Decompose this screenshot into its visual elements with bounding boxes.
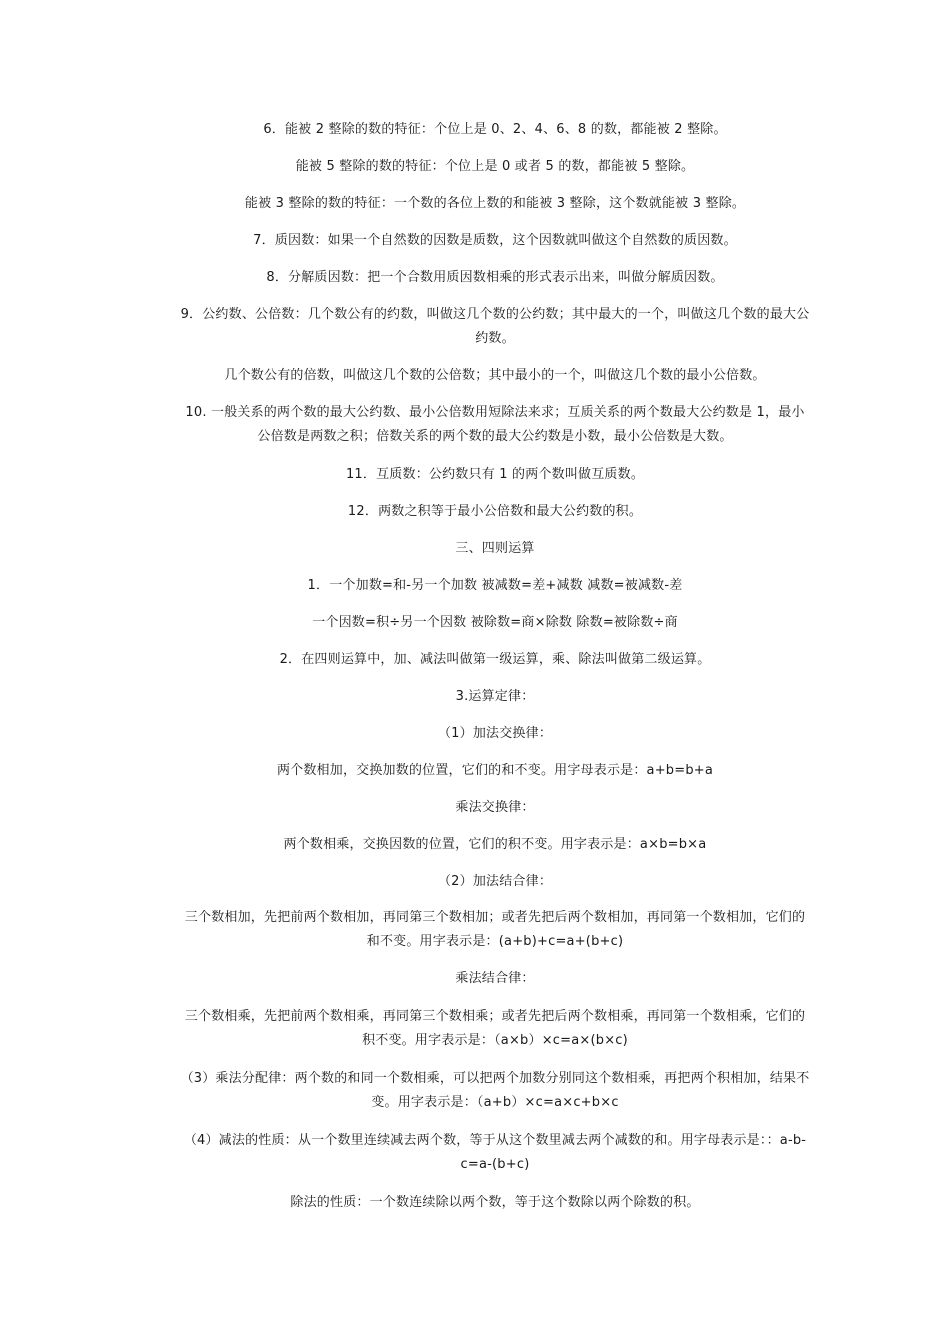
- paragraph-common-divisor: 9．公约数、公倍数：几个数公有的约数，叫做这几个数的公约数；其中最大的一个，叫做这几个数的最大公约数。: [180, 307, 810, 346]
- paragraph-coprime: 11．互质数：公约数只有 1 的两个数叫做互质数。: [345, 467, 645, 482]
- paragraph-distributive: （3）乘法分配律：两个数的和同一个数相乘，可以把两个加数分别同这个数相乘，再把两个积相加，结果不变。用字表示是：（a+b）×c=a×c+b×c: [180, 1071, 810, 1110]
- paragraph-prime-factorization: 8．分解质因数：把一个合数用质因数相乘的形式表示出来，叫做分解质因数。: [266, 270, 724, 285]
- paragraph-prime-factor: 7．质因数：如果一个自然数的因数是质数，这个因数就叫做这个自然数的质因数。: [253, 233, 737, 248]
- paragraph-addition-subtraction-relations: 1．一个加数=和-另一个加数 被减数=差+减数 减数=被减数-差: [307, 578, 683, 593]
- paragraph-subtraction-property: （4）减法的性质：从一个数里连续减去两个数，等于从这个数里减去两个减数的和。用字母表示是：：a-b-c=a-(b+c): [183, 1133, 807, 1172]
- paragraph-product-rule: 12．两数之积等于最小公倍数和最大公约数的积。: [347, 504, 643, 519]
- paragraph-associative-multiplication: 三个数相乘，先把前两个数相乘，再同第三个数相乘；或者先把后两个数相乘，再同第一个数相乘，它们的积不变。用字表示是：（a×b）×c=a×(b×c): [184, 1009, 806, 1048]
- paragraph-associative-addition-heading: （2）加法结合律：: [437, 874, 553, 889]
- paragraph-operation-levels: 2．在四则运算中，加、减法叫做第一级运算，乘、除法叫做第二级运算。: [279, 652, 711, 667]
- paragraph-commutative-addition: 两个数相加，交换加数的位置，它们的和不变。用字母表示是：a+b=b+a: [276, 763, 714, 778]
- paragraph-divisible-by-3: 能被 3 整除的数的特征：一个数的各位上数的和能被 3 整除，这个数就能被 3 整除。: [244, 196, 746, 211]
- paragraph-division-property: 除法的性质：一个数连续除以两个数，等于这个数除以两个除数的积。: [290, 1195, 700, 1210]
- paragraph-divisible-by-5: 能被 5 整除的数的特征：个位上是 0 或者 5 的数，都能被 5 整除。: [295, 159, 695, 174]
- paragraph-commutative-addition-heading: （1）加法交换律：: [437, 726, 553, 741]
- paragraph-divisible-by-2: 6．能被 2 整除的数的特征：个位上是 0、2、4、6、8 的数，都能被 2 整除。: [263, 122, 727, 137]
- paragraph-multiplication-division-relations: 一个因数=积÷另一个因数 被除数=商×除数 除数=被除数÷商: [312, 615, 678, 630]
- paragraph-commutative-multiplication: 两个数相乘，交换因数的位置，它们的积不变。用字表示是：a×b=b×a: [283, 837, 707, 852]
- paragraph-associative-multiplication-heading: 乘法结合律：: [455, 971, 535, 986]
- paragraph-short-division: 10. 一般关系的两个数的最大公约数、最小公倍数用短除法来求；互质关系的两个数最大公约数是 1，最小公倍数是两数之积；倍数关系的两个数的最大公约数是小数，最小公倍数是大数。: [185, 405, 805, 444]
- paragraph-commutative-multiplication-heading: 乘法交换律：: [455, 800, 535, 815]
- paragraph-laws-heading: 3.运算定律：: [455, 689, 535, 704]
- paragraph-common-multiple: 几个数公有的倍数，叫做这几个数的公倍数；其中最小的一个，叫做这几个数的最小公倍数。: [224, 368, 766, 383]
- paragraph-associative-addition: 三个数相加，先把前两个数相加，再同第三个数相加；或者先把后两个数相加，再同第一个数相加，它们的和不变。用字表示是：(a+b)+c=a+(b+c): [184, 910, 806, 949]
- section-heading-four-operations: 三、四则运算: [455, 541, 535, 556]
